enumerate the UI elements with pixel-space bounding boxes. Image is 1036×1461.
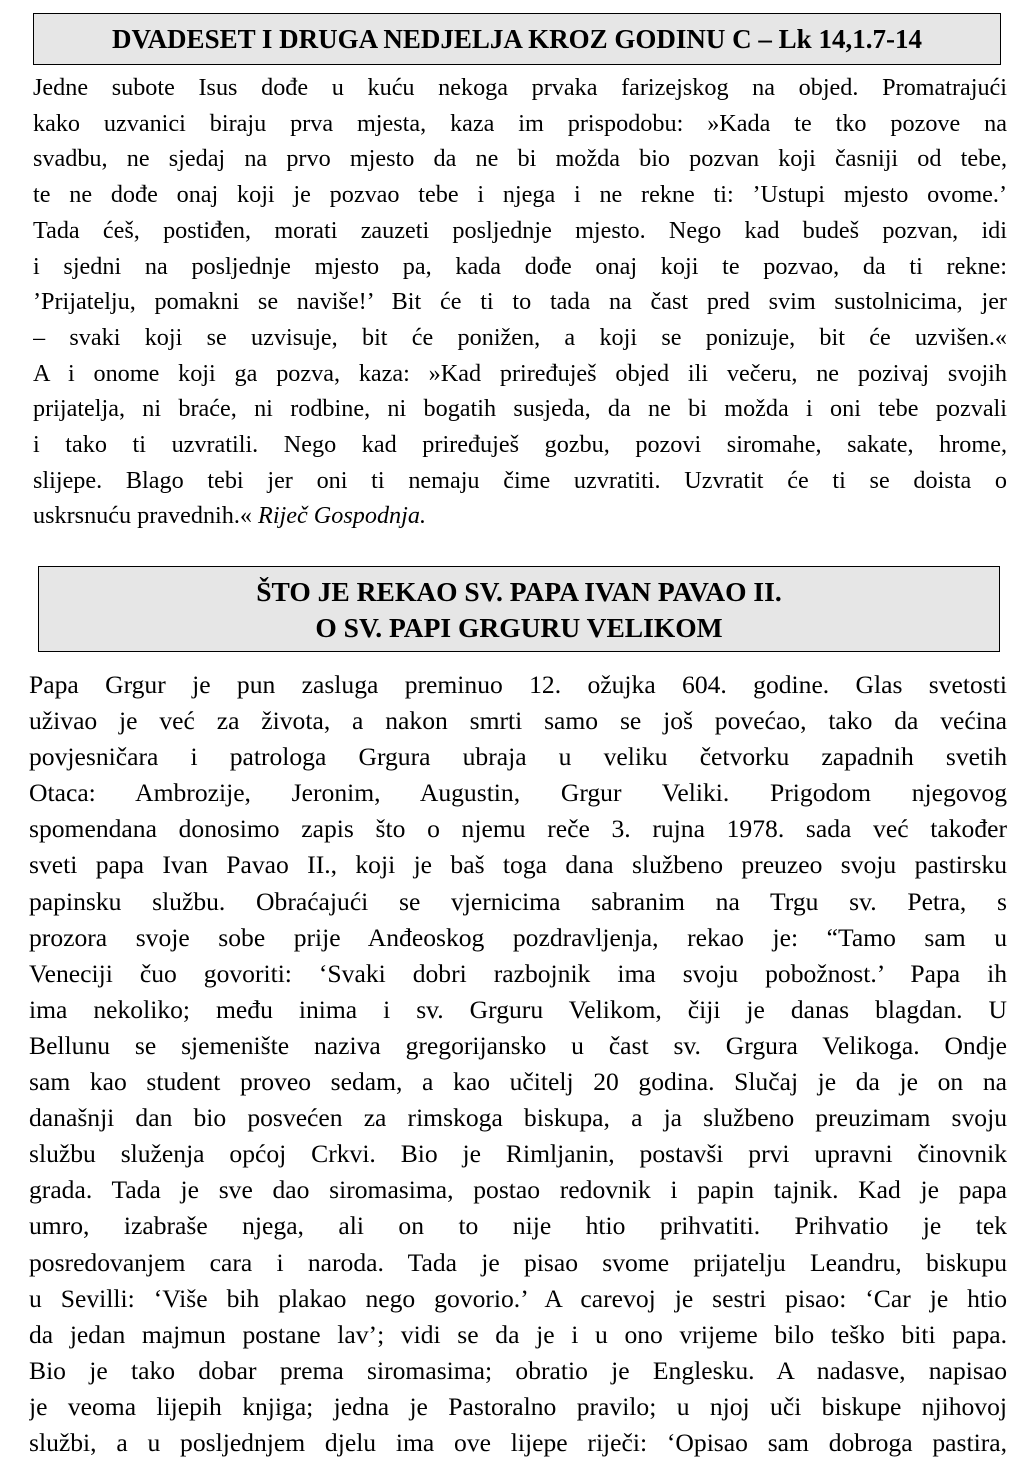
article-line: Bio je tako dobar prema siromasima; obratio je Englesku. A nadasve, napisao xyxy=(29,1355,1007,1385)
gospel-line: te ne dođe onaj koji je pozvao tebe i njega i ne rekne ti: ’Ustupi mjesto ovome.’ xyxy=(33,181,1007,209)
article-line: službi, a u posljednjem djelu ima ove lijepe riječi: ‘Opisao sam dobroga pastira, xyxy=(29,1427,1007,1457)
article-line: je veoma lijepih knjiga; jedna je Pastoralno pravilo; u njoj uči biskupe njihovoj xyxy=(29,1391,1007,1421)
gospel-line: A i onome koji ga pozva, kaza: »Kad priređuješ objed ili večeru, ne pozivaj svojih xyxy=(33,359,1007,387)
article-line: povjesničara i patrologa Grgura ubraja u veliku četvorku zapadnih svetih xyxy=(29,742,1007,772)
gospel-line: – svaki koji se uzvisuje, bit će ponižen, a koji se ponizuje, bit će uzvišen.« xyxy=(33,323,1007,351)
article-line: papinsku službu. Obraćajući se vjernicima sabranim na Trgu sv. Petra, s xyxy=(29,886,1007,916)
article-line: prozora svoje sobe prije Anđeoskog pozdravljenja, rekao je: “Tamo sam u xyxy=(29,922,1007,952)
gospel-line: Jedne subote Isus dođe u kuću nekoga prvaka farizejskog na objed. Promatrajući xyxy=(33,74,1007,101)
article-line: sveti papa Ivan Pavao II., koji je baš toga dana službeno preuzeo svoju pastirsku xyxy=(29,850,1007,880)
article-heading-line-2: O SV. PAPI GRGURU VELIKOM xyxy=(315,612,723,643)
article-line: umro, izabraše njega, ali on to nije htio prihvatiti. Prihvatio je tek xyxy=(29,1211,1007,1241)
gospel-heading: DVADESET I DRUGA NEDJELJA KROZ GODINU C – Lk 14,1.7-14 xyxy=(112,24,922,54)
gospel-line: i sjedni na posljednje mjesto pa, kada dođe onaj koji te pozvao, da ti rekne: xyxy=(33,252,1007,280)
article-line: današnji dan bio posvećen za rimskoga biskupa, a ja službeno preuzimam svoju xyxy=(29,1103,1007,1133)
article-line: ima nekoliko; među inima i sv. Grguru Velikom, čiji je danas blagdan. U xyxy=(29,994,1007,1024)
article-line: Bellunu se sjemenište naziva gregorijansko u čast sv. Grgura Velikoga. Ondje xyxy=(29,1030,1007,1060)
article-line: Otaca: Ambrozije, Jeronim, Augustin, Grgur Veliki. Prigodom njegovog xyxy=(29,778,1007,808)
gospel-line: Tada ćeš, postiđen, morati zauzeti posljednje mjesto. Nego kad budeš pozvan, idi xyxy=(33,216,1007,244)
gospel-line: prijatelja, ni braće, ni rodbine, ni bogatih susjeda, da ne bi možda i oni tebe pozvali xyxy=(33,395,1007,423)
article-heading-box xyxy=(38,566,1000,652)
article-line: Papa Grgur je pun zasluga preminuo 12. ožujka 604. godine. Glas svetosti xyxy=(29,670,1007,699)
gospel-line: ’Prijatelju, pomakni se naviše!’ Bit će ti to tada na čast pred svim sustolnicima, jer xyxy=(33,288,1007,316)
gospel-last-line xyxy=(33,498,1007,534)
article-line: posredovanjem cara i naroda. Tada je pisao svome prijatelju Leandru, biskupu xyxy=(29,1247,1007,1277)
article-line: Veneciji čuo govoriti: ‘Svaki dobri razbojnik ima svoju pobožnost.’ Papa ih xyxy=(29,958,1007,988)
gospel-line: kako uzvanici biraju prva mjesta, kaza im prispodobu: »Kada te tko pozove na xyxy=(33,109,1007,137)
article-line: da jedan majmun postane lav’; vidi se da je i u ono vrijeme bilo teško biti papa. xyxy=(29,1319,1007,1349)
article-line: službu služenja općoj Crkvi. Bio je Rimljanin, postavši prvi upravni činovnik xyxy=(29,1139,1007,1169)
article-text xyxy=(29,667,1007,1461)
gospel-line: slijepe. Blago tebi jer oni ti nemaju čime uzvratiti. Uzvratit će ti se doista o xyxy=(33,466,1007,494)
article-line: sam kao student proveo sedam, a kao učitelj 20 godina. Slučaj je da je on na xyxy=(29,1067,1007,1097)
gospel-line-text: uskrsnuću pravednih.« xyxy=(33,502,252,530)
article-line: spomendana donosimo zapis što o njemu reče 3. rujna 1978. sada već također xyxy=(29,814,1007,844)
article-line: grada. Tada je sve dao siromasima, postao redovnik i papin tajnik. Kad je papa xyxy=(29,1175,1007,1205)
gospel-line: svadbu, ne sjedaj na prvo mjesto da ne bi možda bio pozvan koji časniji od tebe, xyxy=(33,145,1007,173)
article-heading-line-1: ŠTO JE REKAO SV. PAPA IVAN PAVAO II. xyxy=(256,576,782,607)
gospel-closing: Riječ Gospodnja. xyxy=(258,502,426,530)
gospel-text xyxy=(33,70,1007,534)
article-line: uživao je već za života, a nakon smrti samo se još povećao, tako da većina xyxy=(29,706,1007,736)
article-line: u Sevilli: ‘Više bih plakao nego govorio.’ A carevoj je sestri pisao: ‘Car je htio xyxy=(29,1283,1007,1313)
gospel-heading-box xyxy=(33,13,1001,65)
gospel-line: i tako ti uzvratili. Nego kad priređuješ gozbu, pozovi siromahe, sakate, hrome, xyxy=(33,431,1007,459)
